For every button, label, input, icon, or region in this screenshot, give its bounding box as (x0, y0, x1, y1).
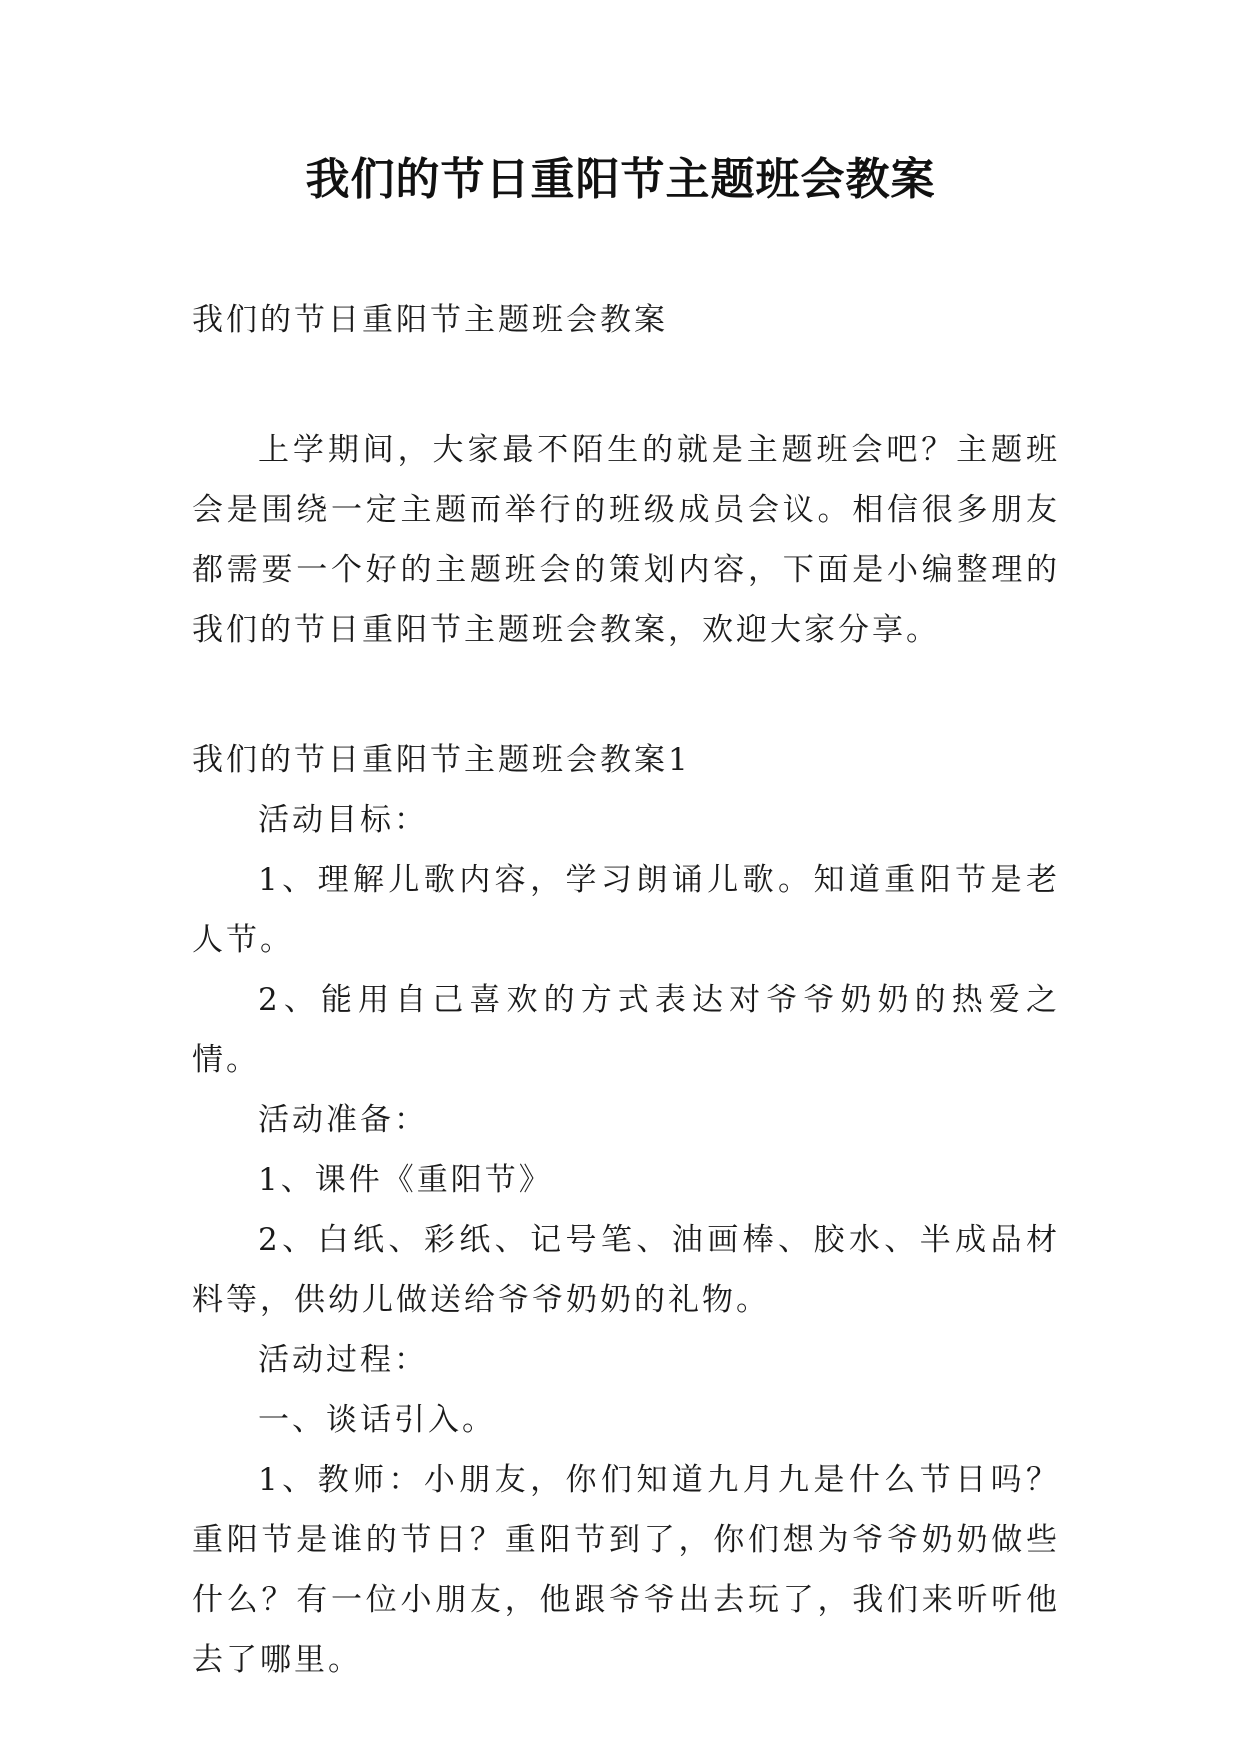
document-body (192, 290, 1060, 1690)
document-title: 我们的节日重阳节主题班会教案 (305, 154, 936, 205)
paragraph-activity-prep: 活动准备： (258, 1102, 428, 1138)
paragraph-goal-2: 2、能用自己喜欢的方式表达对爷爷奶奶的热爱之情。 (192, 982, 1060, 1078)
paragraph-goal-1: 1、理解儿歌内容，学习朗诵儿歌。知道重阳节是老人节。 (192, 862, 1060, 958)
paragraph-prep-2: 2、白纸、彩纸、记号笔、油画棒、胶水、半成品材料等，供幼儿做送给爷爷奶奶的礼物。 (192, 1222, 1060, 1318)
paragraph-step-1: 1、教师：小朋友，你们知道九月九是什么节日吗？重阳节是谁的节日？重阳节到了，你们想为爷爷奶奶做些什么？有一位小朋友，他跟爷爷出去玩了，我们来听听他去了哪里。 (192, 1462, 1060, 1678)
paragraph-activity-process: 活动过程： (258, 1342, 428, 1378)
paragraph-prep-1: 1、课件《重阳节》 (258, 1162, 553, 1198)
paragraph-activity-goals: 活动目标： (258, 802, 428, 838)
section-heading: 我们的节日重阳节主题班会教案1 (192, 742, 691, 778)
subtitle: 我们的节日重阳节主题班会教案 (192, 302, 668, 338)
intro-paragraph: 上学期间，大家最不陌生的就是主题班会吧？主题班会是围绕一定主题而举行的班级成员会议。相信很多朋友都需要一个好的主题班会的策划内容，下面是小编整理的我们的节日重阳节主题班会教案，欢迎大家分享。 (192, 432, 1060, 648)
paragraph-step-intro: 一、谈话引入。 (258, 1402, 496, 1438)
